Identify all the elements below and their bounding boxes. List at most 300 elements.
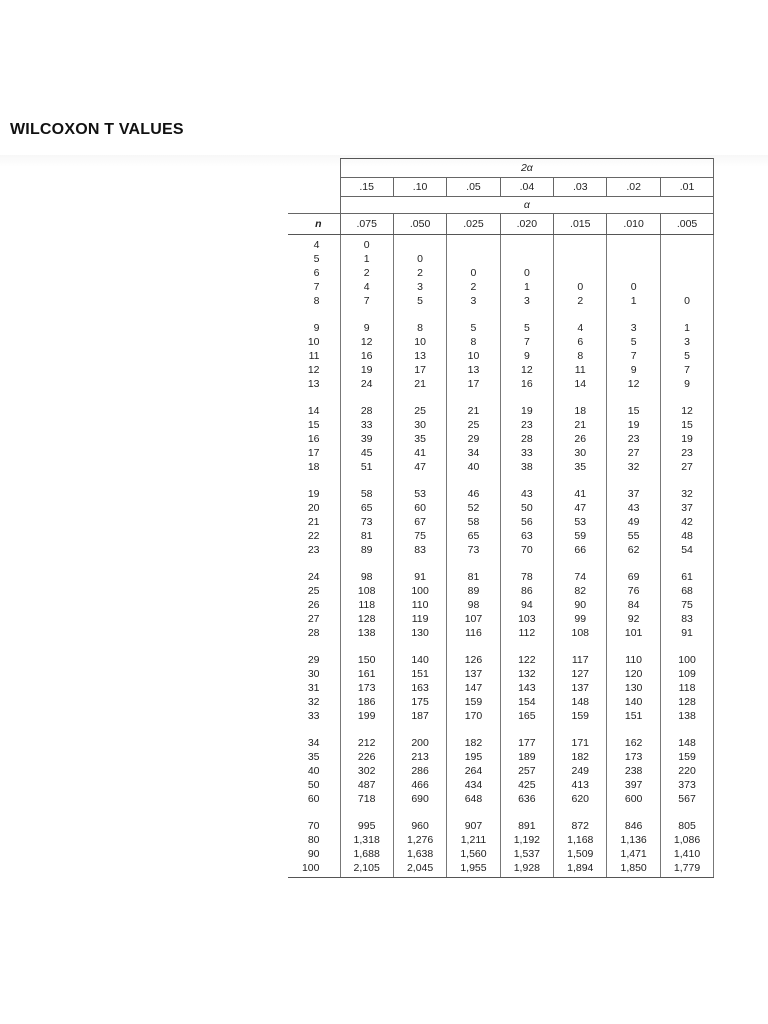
- critical-value-cell: 27: [660, 460, 713, 474]
- n-value: 25: [307, 585, 320, 597]
- table-row: [288, 750, 714, 764]
- critical-value-cell: 41: [393, 446, 446, 460]
- critical-value-cell: 16: [500, 377, 553, 391]
- page-title: WILCOXON T VALUES: [10, 121, 184, 138]
- critical-value-cell: 170: [447, 709, 500, 723]
- alpha-level-header: .015: [554, 214, 607, 235]
- critical-value-cell: 51: [340, 460, 393, 474]
- table-row: [288, 681, 714, 695]
- group-spacer: [288, 806, 714, 816]
- critical-value-cell: 37: [660, 501, 713, 515]
- critical-value-cell: 117: [554, 650, 607, 667]
- two-alpha-header-row: [288, 159, 714, 178]
- n-value: 90: [307, 848, 320, 860]
- critical-value-cell: [660, 252, 713, 266]
- table-row: [288, 833, 714, 847]
- table-row: [288, 792, 714, 806]
- critical-value-cell: 23: [660, 446, 713, 460]
- n-value: 10: [307, 336, 320, 348]
- table-row: [288, 816, 714, 833]
- critical-value-cell: 8: [393, 318, 446, 335]
- critical-value-cell: 35: [554, 460, 607, 474]
- n-value: 8: [313, 295, 320, 307]
- two-alpha-levels-row: [288, 178, 714, 197]
- critical-value-cell: 600: [607, 792, 660, 806]
- n-value: 22: [307, 530, 320, 542]
- table-row: [288, 484, 714, 501]
- n-value: 20: [307, 502, 320, 514]
- critical-value-cell: 100: [660, 650, 713, 667]
- critical-value-cell: 6: [554, 335, 607, 349]
- critical-value-cell: 75: [393, 529, 446, 543]
- n-value: 60: [307, 793, 320, 805]
- critical-value-cell: 187: [393, 709, 446, 723]
- critical-value-cell: 55: [607, 529, 660, 543]
- critical-value-cell: 99: [554, 612, 607, 626]
- critical-value-cell: 165: [500, 709, 553, 723]
- critical-value-cell: 83: [393, 543, 446, 557]
- n-value: 14: [307, 405, 320, 417]
- critical-value-cell: 68: [660, 584, 713, 598]
- table-row: [288, 584, 714, 598]
- critical-value-cell: 24: [340, 377, 393, 391]
- n-value: 31: [307, 682, 320, 694]
- critical-value-cell: 126: [447, 650, 500, 667]
- table-row: [288, 401, 714, 418]
- n-value: 4: [313, 239, 320, 251]
- table-row: [288, 626, 714, 640]
- critical-value-cell: 56: [500, 515, 553, 529]
- two-alpha-label: 2α: [340, 159, 714, 178]
- critical-value-cell: 466: [393, 778, 446, 792]
- two-alpha-level-header: .15: [340, 178, 393, 197]
- alpha-level-header: .020: [500, 214, 553, 235]
- critical-value-cell: 7: [340, 294, 393, 308]
- critical-value-cell: 116: [447, 626, 500, 640]
- critical-value-cell: 60: [393, 501, 446, 515]
- n-value: 18: [307, 461, 320, 473]
- critical-value-cell: 109: [660, 667, 713, 681]
- critical-value-cell: 0: [340, 235, 393, 253]
- alpha-level-header: .010: [607, 214, 660, 235]
- critical-value-cell: 122: [500, 650, 553, 667]
- critical-value-cell: 35: [393, 432, 446, 446]
- n-value: 40: [307, 765, 320, 777]
- critical-value-cell: 264: [447, 764, 500, 778]
- critical-value-cell: 10: [393, 335, 446, 349]
- group-spacer: [288, 723, 714, 733]
- critical-value-cell: 1,850: [607, 861, 660, 878]
- critical-value-cell: 14: [554, 377, 607, 391]
- critical-value-cell: 5: [447, 318, 500, 335]
- critical-value-cell: 108: [340, 584, 393, 598]
- alpha-level-header: .050: [393, 214, 446, 235]
- critical-value-cell: 2,105: [340, 861, 393, 878]
- critical-value-cell: 1: [660, 318, 713, 335]
- n-value: 28: [307, 627, 320, 639]
- critical-value-cell: 137: [554, 681, 607, 695]
- critical-value-cell: 12: [607, 377, 660, 391]
- critical-value-cell: 186: [340, 695, 393, 709]
- critical-value-cell: 89: [340, 543, 393, 557]
- critical-value-cell: 163: [393, 681, 446, 695]
- critical-value-cell: 9: [340, 318, 393, 335]
- table-row: [288, 515, 714, 529]
- critical-value-cell: 25: [393, 401, 446, 418]
- critical-value-cell: 23: [500, 418, 553, 432]
- critical-value-cell: 872: [554, 816, 607, 833]
- critical-value-cell: 37: [607, 484, 660, 501]
- critical-value-cell: 2,045: [393, 861, 446, 878]
- critical-value-cell: 67: [393, 515, 446, 529]
- critical-value-cell: 107: [447, 612, 500, 626]
- two-alpha-level-header: .03: [554, 178, 607, 197]
- n-value: 33: [307, 710, 320, 722]
- n-value: 16: [307, 433, 320, 445]
- critical-value-cell: 159: [554, 709, 607, 723]
- critical-value-cell: 1,955: [447, 861, 500, 878]
- critical-value-cell: [447, 235, 500, 253]
- table-row: [288, 612, 714, 626]
- two-alpha-level-header: .02: [607, 178, 660, 197]
- critical-value-cell: 8: [447, 335, 500, 349]
- critical-value-cell: 238: [607, 764, 660, 778]
- table-row: [288, 598, 714, 612]
- critical-value-cell: 150: [340, 650, 393, 667]
- table-row: [288, 778, 714, 792]
- critical-value-cell: 2: [393, 266, 446, 280]
- critical-value-cell: 5: [660, 349, 713, 363]
- n-value: 12: [307, 364, 320, 376]
- table-row: [288, 349, 714, 363]
- critical-value-cell: 29: [447, 432, 500, 446]
- critical-value-cell: 21: [393, 377, 446, 391]
- critical-value-cell: [554, 252, 607, 266]
- critical-value-cell: 3: [660, 335, 713, 349]
- critical-value-cell: 151: [393, 667, 446, 681]
- table-row: [288, 695, 714, 709]
- critical-value-cell: 199: [340, 709, 393, 723]
- critical-value-cell: 648: [447, 792, 500, 806]
- critical-value-cell: 148: [554, 695, 607, 709]
- n-value: 9: [313, 322, 320, 334]
- critical-value-cell: 2: [447, 280, 500, 294]
- n-value: 35: [307, 751, 320, 763]
- critical-value-cell: 8: [554, 349, 607, 363]
- critical-value-cell: 1,688: [340, 847, 393, 861]
- critical-value-cell: 140: [607, 695, 660, 709]
- critical-value-cell: 32: [607, 460, 660, 474]
- critical-value-cell: 70: [500, 543, 553, 557]
- critical-value-cell: 130: [393, 626, 446, 640]
- two-alpha-level-header: .10: [393, 178, 446, 197]
- critical-value-cell: 200: [393, 733, 446, 750]
- critical-value-cell: 21: [554, 418, 607, 432]
- alpha-levels-row: [288, 214, 714, 235]
- table-row: [288, 294, 714, 308]
- critical-value-cell: 90: [554, 598, 607, 612]
- table-row: [288, 377, 714, 391]
- critical-value-cell: 118: [660, 681, 713, 695]
- critical-value-cell: 1,638: [393, 847, 446, 861]
- critical-value-cell: 7: [660, 363, 713, 377]
- alpha-level-header: .005: [660, 214, 713, 235]
- critical-value-cell: 43: [500, 484, 553, 501]
- critical-value-cell: 425: [500, 778, 553, 792]
- critical-value-cell: 138: [660, 709, 713, 723]
- table-row: [288, 266, 714, 280]
- group-spacer: [288, 308, 714, 318]
- critical-value-cell: 1,192: [500, 833, 553, 847]
- n-value: 21: [307, 516, 320, 528]
- critical-value-cell: 1,894: [554, 861, 607, 878]
- critical-value-cell: 9: [660, 377, 713, 391]
- critical-value-cell: 171: [554, 733, 607, 750]
- n-value: 50: [307, 779, 320, 791]
- critical-value-cell: 21: [447, 401, 500, 418]
- critical-value-cell: 19: [500, 401, 553, 418]
- critical-value-cell: 26: [554, 432, 607, 446]
- critical-value-cell: 83: [660, 612, 713, 626]
- critical-value-cell: 960: [393, 816, 446, 833]
- table-row: [288, 709, 714, 723]
- critical-value-cell: 108: [554, 626, 607, 640]
- critical-value-cell: 286: [393, 764, 446, 778]
- critical-value-cell: 805: [660, 816, 713, 833]
- group-spacer: [288, 640, 714, 650]
- critical-value-cell: 154: [500, 695, 553, 709]
- critical-value-cell: 487: [340, 778, 393, 792]
- critical-value-cell: 891: [500, 816, 553, 833]
- critical-value-cell: 112: [500, 626, 553, 640]
- group-spacer: [288, 557, 714, 567]
- critical-value-cell: 82: [554, 584, 607, 598]
- critical-value-cell: 128: [660, 695, 713, 709]
- critical-value-cell: 127: [554, 667, 607, 681]
- critical-value-cell: 397: [607, 778, 660, 792]
- critical-value-cell: 40: [447, 460, 500, 474]
- n-value: 17: [307, 447, 320, 459]
- critical-value-cell: 9: [607, 363, 660, 377]
- critical-value-cell: 58: [447, 515, 500, 529]
- critical-value-cell: 1,471: [607, 847, 660, 861]
- table-row: [288, 847, 714, 861]
- n-value: 70: [307, 820, 320, 832]
- critical-value-cell: 182: [447, 733, 500, 750]
- n-value: 100: [288, 861, 340, 878]
- critical-value-cell: 91: [660, 626, 713, 640]
- critical-value-cell: 63: [500, 529, 553, 543]
- critical-value-cell: 2: [340, 266, 393, 280]
- critical-value-cell: 19: [660, 432, 713, 446]
- critical-value-cell: 690: [393, 792, 446, 806]
- critical-value-cell: 101: [607, 626, 660, 640]
- critical-value-cell: 5: [393, 294, 446, 308]
- critical-value-cell: [554, 235, 607, 253]
- table-row: [288, 567, 714, 584]
- n-value: 26: [307, 599, 320, 611]
- critical-value-cell: 620: [554, 792, 607, 806]
- critical-value-cell: 0: [447, 266, 500, 280]
- critical-value-cell: 159: [447, 695, 500, 709]
- n-column-header: n: [288, 214, 340, 235]
- critical-value-cell: 16: [340, 349, 393, 363]
- critical-values-table: [288, 158, 714, 878]
- critical-value-cell: 12: [660, 401, 713, 418]
- n-value: 32: [307, 696, 320, 708]
- critical-value-cell: 11: [554, 363, 607, 377]
- critical-value-cell: 1,211: [447, 833, 500, 847]
- critical-value-cell: 434: [447, 778, 500, 792]
- critical-value-cell: [500, 252, 553, 266]
- critical-value-cell: 43: [607, 501, 660, 515]
- critical-value-cell: 33: [340, 418, 393, 432]
- critical-value-cell: 143: [500, 681, 553, 695]
- critical-value-cell: 47: [393, 460, 446, 474]
- critical-value-cell: 110: [393, 598, 446, 612]
- critical-value-cell: 1,086: [660, 833, 713, 847]
- critical-value-cell: 132: [500, 667, 553, 681]
- critical-value-cell: 76: [607, 584, 660, 598]
- table-row: [288, 235, 714, 253]
- table-row: [288, 363, 714, 377]
- critical-value-cell: 373: [660, 778, 713, 792]
- critical-value-cell: 140: [393, 650, 446, 667]
- critical-value-cell: 1,136: [607, 833, 660, 847]
- critical-value-cell: 147: [447, 681, 500, 695]
- critical-value-cell: 161: [340, 667, 393, 681]
- critical-value-cell: 995: [340, 816, 393, 833]
- critical-value-cell: 128: [340, 612, 393, 626]
- critical-value-cell: 18: [554, 401, 607, 418]
- n-value: 19: [307, 488, 320, 500]
- alpha-level-header: .025: [447, 214, 500, 235]
- table-body: [288, 235, 714, 878]
- critical-value-cell: 65: [340, 501, 393, 515]
- two-alpha-level-header: .05: [447, 178, 500, 197]
- critical-value-cell: 27: [607, 446, 660, 460]
- n-value: 23: [307, 544, 320, 556]
- critical-value-cell: [607, 235, 660, 253]
- critical-value-cell: 173: [607, 750, 660, 764]
- critical-value-cell: 73: [340, 515, 393, 529]
- critical-value-cell: 212: [340, 733, 393, 750]
- critical-value-cell: 89: [447, 584, 500, 598]
- critical-value-cell: 846: [607, 816, 660, 833]
- critical-value-cell: 1,276: [393, 833, 446, 847]
- critical-value-cell: 5: [500, 318, 553, 335]
- n-value: 7: [313, 281, 320, 293]
- critical-value-cell: [554, 266, 607, 280]
- critical-value-cell: 91: [393, 567, 446, 584]
- n-value: 29: [307, 654, 320, 666]
- critical-value-cell: 12: [500, 363, 553, 377]
- critical-value-cell: 249: [554, 764, 607, 778]
- critical-value-cell: 59: [554, 529, 607, 543]
- n-value: 34: [307, 737, 320, 749]
- table-row: [288, 460, 714, 474]
- critical-value-cell: 42: [660, 515, 713, 529]
- table-row: [288, 667, 714, 681]
- critical-value-cell: 175: [393, 695, 446, 709]
- critical-value-cell: 2: [554, 294, 607, 308]
- table-row: [288, 861, 714, 878]
- critical-value-cell: 78: [500, 567, 553, 584]
- critical-value-cell: 120: [607, 667, 660, 681]
- critical-value-cell: 28: [340, 401, 393, 418]
- critical-value-cell: 1,537: [500, 847, 553, 861]
- critical-value-cell: [607, 266, 660, 280]
- critical-value-cell: 137: [447, 667, 500, 681]
- critical-value-cell: 84: [607, 598, 660, 612]
- critical-value-cell: 1,779: [660, 861, 713, 878]
- critical-value-cell: 257: [500, 764, 553, 778]
- n-value: 6: [313, 267, 320, 279]
- critical-value-cell: [607, 252, 660, 266]
- table-row: [288, 501, 714, 515]
- critical-value-cell: 66: [554, 543, 607, 557]
- critical-value-cell: 74: [554, 567, 607, 584]
- critical-value-cell: 41: [554, 484, 607, 501]
- critical-value-cell: 159: [660, 750, 713, 764]
- critical-value-cell: 17: [393, 363, 446, 377]
- critical-value-cell: 302: [340, 764, 393, 778]
- critical-value-cell: [500, 235, 553, 253]
- critical-value-cell: 19: [340, 363, 393, 377]
- table-row: [288, 529, 714, 543]
- critical-value-cell: 1: [500, 280, 553, 294]
- critical-value-cell: 98: [447, 598, 500, 612]
- critical-value-cell: 81: [340, 529, 393, 543]
- n-value: 13: [307, 378, 320, 390]
- critical-value-cell: 34: [447, 446, 500, 460]
- critical-value-cell: 1: [340, 252, 393, 266]
- critical-value-cell: 567: [660, 792, 713, 806]
- critical-value-cell: 86: [500, 584, 553, 598]
- critical-value-cell: 12: [340, 335, 393, 349]
- critical-value-cell: [660, 280, 713, 294]
- critical-value-cell: 62: [607, 543, 660, 557]
- critical-value-cell: 3: [500, 294, 553, 308]
- critical-value-cell: 1,560: [447, 847, 500, 861]
- critical-value-cell: [393, 235, 446, 253]
- critical-value-cell: 28: [500, 432, 553, 446]
- critical-value-cell: 53: [393, 484, 446, 501]
- critical-value-cell: 0: [660, 294, 713, 308]
- critical-value-cell: 1,410: [660, 847, 713, 861]
- critical-value-cell: 54: [660, 543, 713, 557]
- table-row: [288, 650, 714, 667]
- table-row: [288, 764, 714, 778]
- critical-value-cell: 3: [393, 280, 446, 294]
- critical-value-cell: 213: [393, 750, 446, 764]
- table-row: [288, 318, 714, 335]
- critical-value-cell: 130: [607, 681, 660, 695]
- critical-value-cell: 413: [554, 778, 607, 792]
- critical-value-cell: 53: [554, 515, 607, 529]
- critical-value-cell: 4: [554, 318, 607, 335]
- n-value: 15: [307, 419, 320, 431]
- critical-value-cell: 33: [500, 446, 553, 460]
- critical-value-cell: 75: [660, 598, 713, 612]
- critical-value-cell: 38: [500, 460, 553, 474]
- critical-value-cell: 138: [340, 626, 393, 640]
- critical-value-cell: 10: [447, 349, 500, 363]
- critical-value-cell: 1,928: [500, 861, 553, 878]
- critical-value-cell: 73: [447, 543, 500, 557]
- n-value: 80: [307, 834, 320, 846]
- critical-value-cell: 9: [500, 349, 553, 363]
